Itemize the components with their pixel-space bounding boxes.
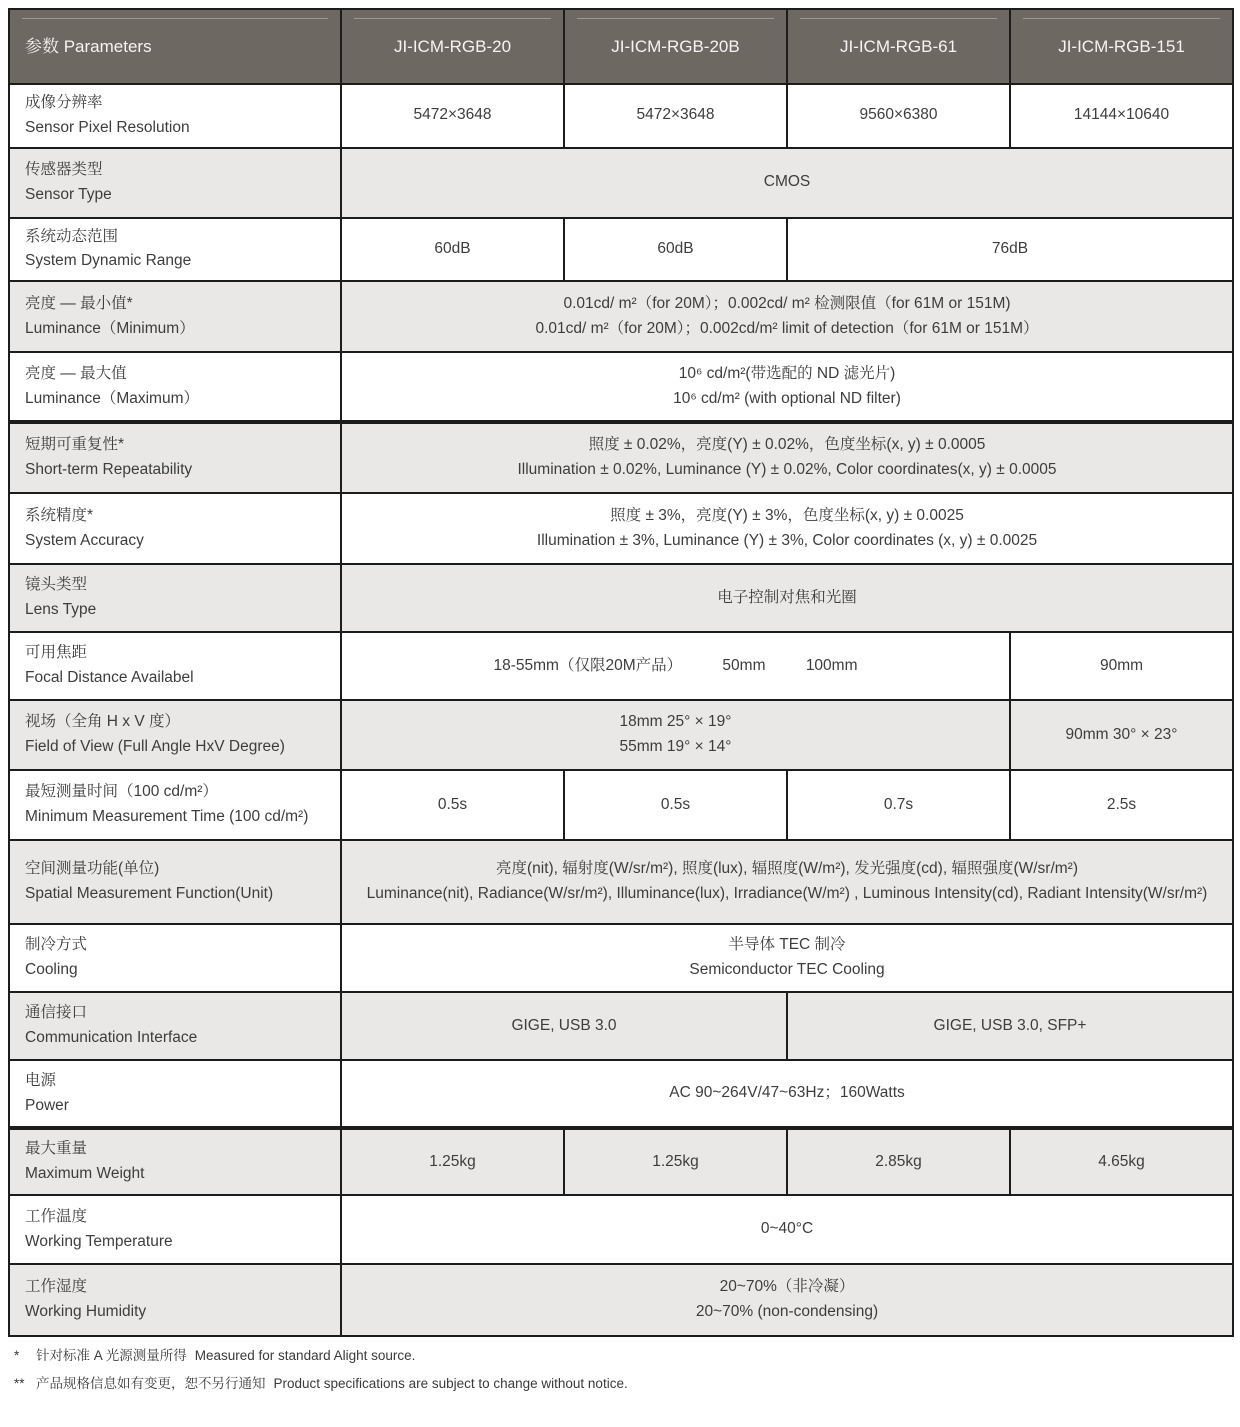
value-cell: 5472×3648 (341, 84, 564, 148)
header-rule (577, 18, 774, 19)
param-label-zh: 成像分辨率 (25, 94, 103, 111)
model-name: JI-ICM-RGB-20 (393, 36, 512, 56)
param-label-zh: 空间测量功能(单位) (25, 860, 160, 878)
param-label-zh: 系统精度* (25, 506, 94, 524)
param-label-en: Power (25, 1096, 69, 1114)
header-cell-model-2 (564, 9, 787, 84)
value-cell: AC 90~264V/47~63Hz；160Watts (341, 1060, 1233, 1128)
footnote-marker: ** (14, 1376, 25, 1392)
header-cell-parameters (9, 9, 341, 84)
row-short-term-repeatability (9, 422, 1233, 493)
value-cell: 90mm (1010, 632, 1233, 700)
value-line-zh: 20~70%（非冷凝） (719, 1278, 855, 1296)
value-line-en: Illumination ± 3%, Luminance (Y) ± 3%, Color coordinates (x, y) ± 0.0025 (536, 531, 1038, 549)
value-cell (341, 422, 1233, 493)
value-line-zh: 亮度(nit), 辐射度(W/sr/m²), 照度(lux), 辐照度(W/m²), 发光强度(cd), 辐照强度(W/sr/m²) (495, 860, 1079, 878)
value-cell (341, 924, 1233, 992)
header-rule (22, 18, 328, 19)
value-cell (341, 840, 1233, 924)
row-communication-interface (9, 992, 1233, 1060)
param-label-en: Working Temperature (25, 1232, 173, 1250)
param-label-en: System Accuracy (25, 531, 144, 549)
value-line-en: 10⁶ cd/m² (with optional ND filter) (673, 389, 901, 407)
param-label-cell (9, 700, 341, 770)
param-label-cell (9, 84, 341, 148)
param-label-en: Luminance（Minimum） (25, 319, 195, 337)
value-cell (341, 632, 1010, 700)
row-system-accuracy (9, 493, 1233, 564)
param-label-cell (9, 1264, 341, 1336)
param-label-cell (9, 770, 341, 840)
param-label-cell (9, 493, 341, 564)
param-label-cell (9, 840, 341, 924)
param-label-zh: 最短测量时间（100 cd/m²） (25, 783, 218, 801)
param-label-en: Luminance（Maximum） (25, 389, 199, 407)
value-cell (341, 281, 1233, 352)
value-line-zh: 10⁶ cd/m²(带选配的 ND 滤光片) (678, 364, 896, 382)
value-cell (341, 1264, 1233, 1336)
param-label-zh: 视场（全角 H x V 度） (25, 713, 181, 731)
value-cell: 76dB (787, 218, 1233, 282)
param-label-zh: 制冷方式 (25, 936, 88, 954)
focal-option: 18-55mm（仅限20M产品） (493, 656, 683, 674)
value-line-zh: 照度 ± 3%，亮度(Y) ± 3%，色度坐标(x, y) ± 0.0025 (610, 506, 964, 524)
value-cell (341, 700, 1010, 770)
spec-table (8, 8, 1234, 1337)
footnote-text-zh: 针对标准 A 光源测量所得 (36, 1348, 187, 1364)
header-cell-model-4 (1010, 9, 1233, 84)
param-label-en: Field of View (Full Angle HxV Degree) (25, 738, 285, 756)
param-label-en: Sensor Type (25, 185, 112, 203)
value-cell: 1.25kg (564, 1128, 787, 1195)
param-label-en: Short-term Repeatability (25, 461, 193, 479)
param-label-zh: 工作温度 (25, 1207, 88, 1225)
value-line-en: Semiconductor TEC Cooling (689, 961, 885, 979)
param-label-en: Working Humidity (25, 1303, 147, 1321)
header-parameters-label: 参数 Parameters (25, 36, 152, 56)
value-line: 18mm 25° × 19° (619, 713, 732, 731)
row-system-dynamic-range (9, 218, 1233, 282)
param-label-zh: 电源 (25, 1071, 57, 1089)
param-label-zh: 传感器类型 (25, 160, 103, 178)
param-label-en: Focal Distance Availabel (25, 669, 194, 687)
param-label-cell (9, 1128, 341, 1195)
value-cell: 0.5s (564, 770, 787, 840)
param-label-zh: 短期可重复性* (25, 436, 125, 454)
footnotes (14, 1346, 1232, 1395)
header-rule (800, 18, 997, 19)
spec-table-header (9, 9, 1233, 84)
param-label-en: Communication Interface (25, 1029, 198, 1047)
value-cell: 0.5s (341, 770, 564, 840)
header-cell-model-3 (787, 9, 1010, 84)
value-line-en: Illumination ± 0.02%, Luminance (Y) ± 0.02%, Color coordinates(x, y) ± 0.0005 (517, 461, 1057, 479)
row-spatial-measurement-function (9, 840, 1233, 924)
footnote-1 (14, 1346, 1232, 1366)
param-label-en: Sensor Pixel Resolution (25, 118, 190, 136)
param-label-zh: 亮度 — 最小值* (25, 294, 133, 312)
value-cell: CMOS (341, 148, 1233, 218)
header-row (9, 9, 1233, 84)
focal-option: 50mm (722, 656, 766, 674)
value-cell: 2.5s (1010, 770, 1233, 840)
param-label-zh: 系统动态范围 (25, 227, 119, 245)
param-label-en: Minimum Measurement Time (100 cd/m²) (25, 808, 309, 826)
row-sensor-pixel-resolution (9, 84, 1233, 148)
param-label-cell (9, 992, 341, 1060)
row-field-of-view (9, 700, 1233, 770)
value-cell: 60dB (341, 218, 564, 282)
row-minimum-measurement-time (9, 770, 1233, 840)
param-label-zh: 亮度 — 最大值 (25, 364, 127, 382)
param-label-cell (9, 1060, 341, 1128)
row-working-temperature (9, 1195, 1233, 1264)
footnote-marker: * (14, 1348, 20, 1364)
param-label-en: Lens Type (25, 601, 97, 619)
footnote-text-en: Measured for standard Alight source. (194, 1348, 416, 1364)
param-label-en: System Dynamic Range (25, 252, 192, 270)
row-lens-type (9, 564, 1233, 632)
value-line-zh: 半导体 TEC 制冷 (728, 936, 846, 954)
param-label-cell (9, 281, 341, 352)
row-focal-distance (9, 632, 1233, 700)
param-label-en: Spatial Measurement Function(Unit) (25, 885, 274, 903)
param-label-cell (9, 218, 341, 282)
value-cell: 4.65kg (1010, 1128, 1233, 1195)
param-label-cell (9, 564, 341, 632)
row-maximum-weight (9, 1128, 1233, 1195)
header-rule (1023, 18, 1220, 19)
value-cell: GIGE, USB 3.0, SFP+ (787, 992, 1233, 1060)
footnote-2 (14, 1374, 1232, 1394)
value-cell: 9560×6380 (787, 84, 1010, 148)
header-rule (354, 18, 551, 19)
row-working-humidity (9, 1264, 1233, 1336)
model-name: JI-ICM-RGB-61 (839, 36, 958, 56)
value-cell (341, 352, 1233, 422)
row-luminance-maximum (9, 352, 1233, 422)
value-cell: GIGE, USB 3.0 (341, 992, 787, 1060)
value-line-en: 20~70% (non-condensing) (695, 1303, 879, 1321)
value-cell: 90mm 30° × 23° (1010, 700, 1233, 770)
spec-sheet-page (0, 8, 1240, 1427)
focal-option: 100mm (805, 656, 858, 674)
value-cell: 0.7s (787, 770, 1010, 840)
param-label-zh: 可用焦距 (25, 644, 88, 662)
param-label-cell (9, 632, 341, 700)
value-cell: 1.25kg (341, 1128, 564, 1195)
row-sensor-type (9, 148, 1233, 218)
value-cell: 14144×10640 (1010, 84, 1233, 148)
param-label-zh: 镜头类型 (25, 576, 88, 594)
value-line-en: 0.01cd/ m²（for 20M）；0.002cd/m² limit of detection（for 61M or 151M） (535, 319, 1039, 337)
value-line-zh: 0.01cd/ m²（for 20M）；0.002cd/ m² 检测限值（for 61M or 151M) (563, 294, 1011, 312)
value-cell: 5472×3648 (564, 84, 787, 148)
value-cell (341, 493, 1233, 564)
model-name: JI-ICM-RGB-20B (611, 36, 740, 56)
param-label-en: Cooling (25, 961, 78, 979)
header-cell-model-1 (341, 9, 564, 84)
param-label-cell (9, 148, 341, 218)
value-line-en: Luminance(nit), Radiance(W/sr/m²), Illuminance(lux), Irradiance(W/m²) , Luminous Intensity(cd), Radiant Intensity(W/sr/m²) (366, 885, 1208, 903)
row-cooling (9, 924, 1233, 992)
param-label-zh: 最大重量 (25, 1140, 88, 1158)
value-cell: 电子控制对焦和光圈 (341, 564, 1233, 632)
value-cell: 0~40°C (341, 1195, 1233, 1264)
value-line-zh: 照度 ± 0.02%，亮度(Y) ± 0.02%，色度坐标(x, y) ± 0.0005 (588, 436, 986, 454)
footnote-text-en: Product specifications are subject to change without notice. (273, 1376, 628, 1392)
param-label-cell (9, 352, 341, 422)
param-label-zh: 工作湿度 (25, 1278, 88, 1296)
value-cell: 60dB (564, 218, 787, 282)
footnote-text-zh: 产品规格信息如有变更，恕不另行通知 (36, 1376, 266, 1392)
value-line: 55mm 19° × 14° (619, 738, 732, 756)
param-label-zh: 通信接口 (25, 1004, 88, 1022)
param-label-cell (9, 1195, 341, 1264)
param-label-en: Maximum Weight (25, 1165, 145, 1183)
row-luminance-minimum (9, 281, 1233, 352)
param-label-cell (9, 924, 341, 992)
row-power (9, 1060, 1233, 1128)
value-cell: 2.85kg (787, 1128, 1010, 1195)
model-name: JI-ICM-RGB-151 (1058, 36, 1185, 56)
param-label-cell (9, 422, 341, 493)
